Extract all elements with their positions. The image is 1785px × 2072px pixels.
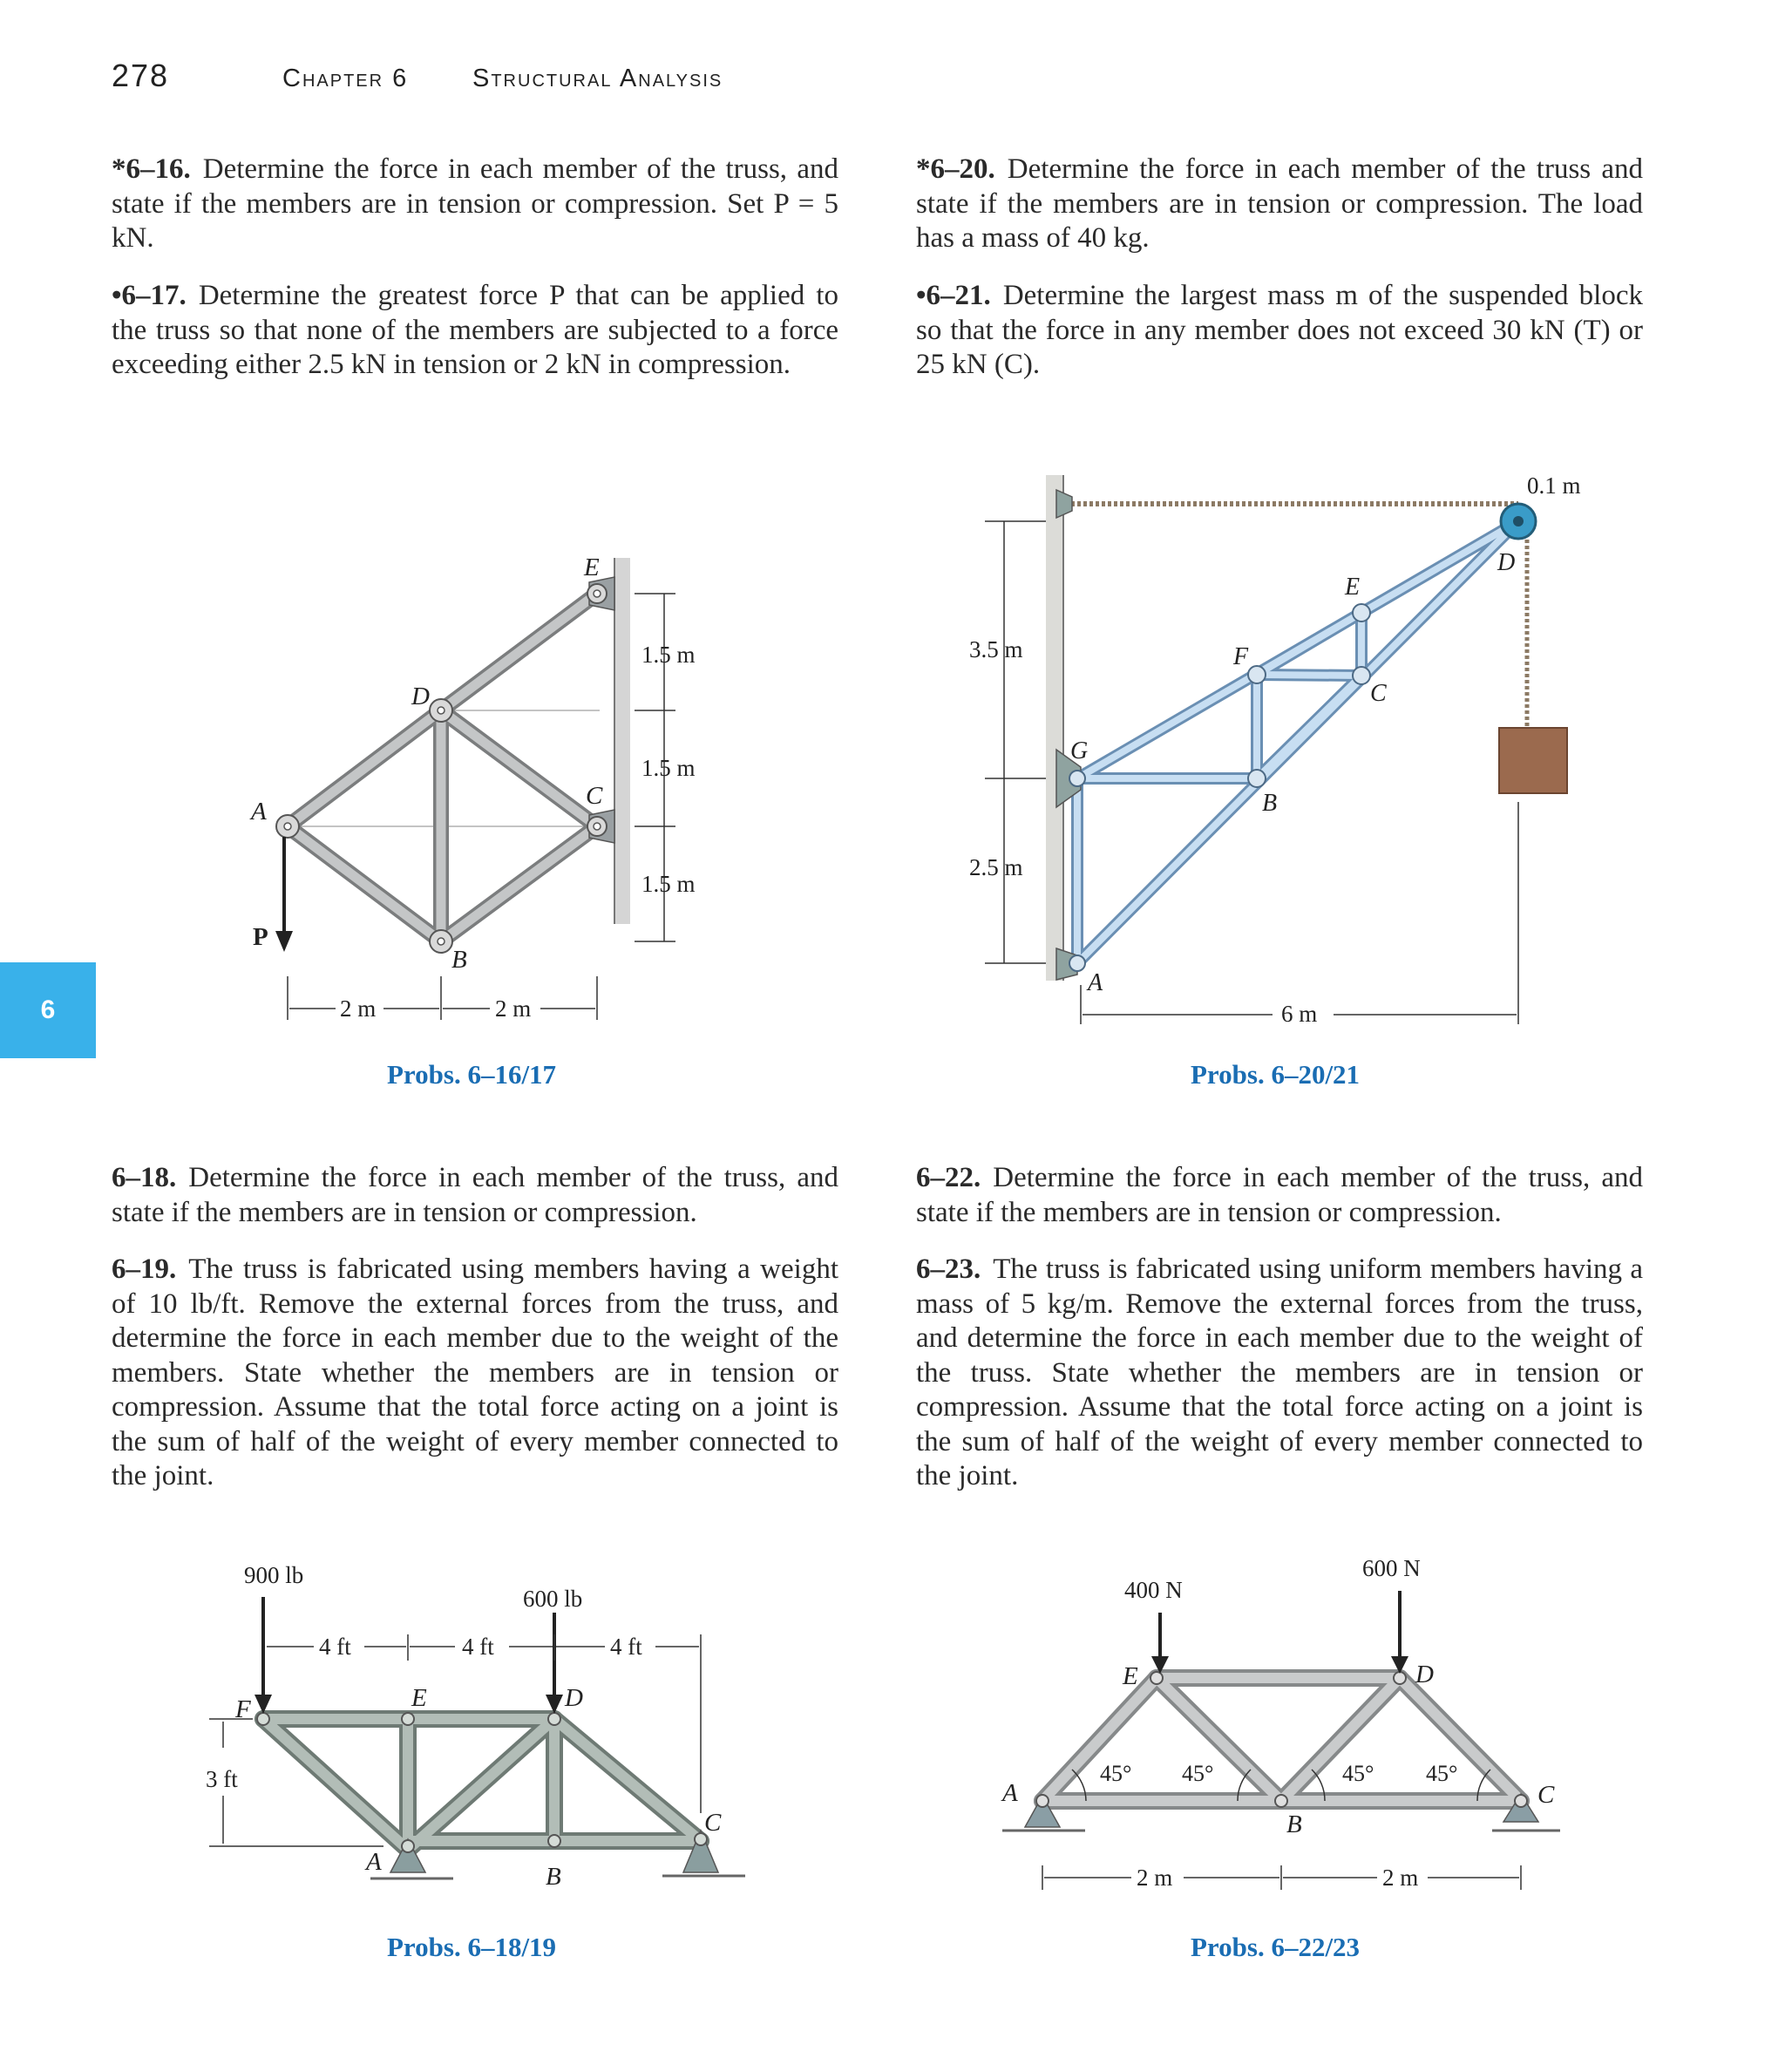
- joint-D: [1394, 1672, 1406, 1684]
- label-A: A: [1088, 969, 1103, 996]
- load-900: 900 lb: [244, 1562, 304, 1588]
- subject-label: Structural Analysis: [472, 65, 723, 92]
- label-E: E: [411, 1684, 427, 1712]
- label-E: E: [584, 554, 600, 581]
- problem-number: *6–20.: [916, 153, 995, 185]
- figure-caption: Probs. 6–22/23: [1191, 1932, 1361, 1962]
- label-A: A: [1002, 1779, 1018, 1807]
- label-B: B: [1286, 1810, 1302, 1838]
- problem-number: 6–23.: [916, 1253, 981, 1285]
- label-A: A: [251, 798, 267, 825]
- label-C: C: [1537, 1781, 1555, 1809]
- dim-h1: 2 m: [340, 995, 377, 1022]
- joint-E: [1150, 1672, 1163, 1684]
- angle-a2: 45°: [1182, 1761, 1214, 1786]
- problem-text: Determine the greatest force P that can be applied to the truss so that none of the members are subjected to a force exceeding either 2.5 kN in tension or 2 kN in compression.: [112, 280, 838, 380]
- label-C: C: [704, 1809, 722, 1837]
- label-C: C: [1370, 680, 1387, 707]
- figure-caption: Probs. 6–18/19: [387, 1932, 557, 1962]
- dim-h1: 4 ft: [319, 1634, 351, 1660]
- problem-number: •6–17.: [112, 280, 187, 311]
- dim-v2: 1.5 m: [641, 755, 696, 781]
- dim-v1: 1.5 m: [641, 642, 696, 668]
- problem-number: 6–22.: [916, 1162, 981, 1193]
- label-F: F: [235, 1695, 251, 1723]
- dim-v1: 3.5 m: [969, 636, 1023, 662]
- label-D: D: [411, 683, 430, 710]
- dim-h2: 2 m: [495, 995, 532, 1022]
- page-number: 278: [112, 58, 170, 93]
- load-600: 600 N: [1362, 1555, 1421, 1581]
- dim-h2: 2 m: [1382, 1865, 1419, 1891]
- angle-a1: 45°: [1100, 1761, 1132, 1786]
- joint-B: [1275, 1795, 1287, 1807]
- dim-v1: 3 ft: [206, 1766, 238, 1792]
- dim-h2: 4 ft: [462, 1634, 494, 1660]
- angle-a4: 45°: [1426, 1761, 1458, 1786]
- problem-text: Determine the force in each member of the truss and state if the members are in tension or compression. The load has a mass of 40 kg.: [916, 153, 1643, 254]
- dim-pulley: 0.1 m: [1527, 472, 1581, 499]
- dim-h3: 4 ft: [610, 1634, 642, 1660]
- problem-text: Determine the force in each member of the truss, and state if the members are in tension or compression.: [916, 1162, 1643, 1228]
- label-B: B: [546, 1863, 561, 1891]
- chapter-label: Chapter 6: [282, 65, 409, 92]
- joint-C: [1515, 1795, 1527, 1807]
- problem-number: 6–18.: [112, 1162, 177, 1193]
- label-E: E: [1123, 1662, 1138, 1690]
- dim-v3: 1.5 m: [641, 871, 696, 897]
- problem-text: The truss is fabricated using uniform members having a mass of 5 kg/m. Remove the external forces from the truss, and determine the force in each member due to the weight of the truss. State whether the members are in tension or compression. Assume that the total force acting on a joint is the sum of half of the weight of every member connected to the joint.: [916, 1253, 1643, 1491]
- problem-text: The truss is fabricated using members having a weight of 10 lb/ft. Remove the external forces from the truss, and determine the force in each member due to the weight of the members. State whether the members are in tension or compression. Assume that the total force acting on a joint is the sum of half of the weight of every member connected to the joint.: [112, 1253, 838, 1491]
- load-400: 400 N: [1124, 1577, 1183, 1603]
- dim-h1: 2 m: [1137, 1865, 1173, 1891]
- label-C: C: [586, 782, 603, 810]
- load-600: 600 lb: [523, 1586, 583, 1612]
- label-B: B: [451, 946, 467, 974]
- problem-number: •6–21.: [916, 280, 991, 311]
- label-D: D: [565, 1684, 583, 1712]
- problem-number: 6–19.: [112, 1253, 177, 1285]
- dim-v2: 2.5 m: [969, 854, 1023, 880]
- label-D: D: [1415, 1661, 1434, 1688]
- label-P: P: [253, 923, 268, 951]
- label-F: F: [1233, 643, 1249, 670]
- dim-h1: 6 m: [1281, 1001, 1318, 1027]
- problem-text: Determine the force in each member of the truss, and state if the members are in tension or compression.: [112, 1162, 838, 1228]
- chapter-tab: 6: [0, 962, 96, 1058]
- problem-text: Determine the force in each member of the truss, and state if the members are in tension or compression. Set P = 5 kN.: [112, 153, 838, 254]
- problem-number: *6–16.: [112, 153, 191, 185]
- figure-caption: Probs. 6–16/17: [387, 1059, 557, 1090]
- joint-A: [1036, 1795, 1049, 1807]
- figure-caption: Probs. 6–20/21: [1191, 1059, 1361, 1090]
- angle-a3: 45°: [1342, 1761, 1374, 1786]
- label-E: E: [1345, 574, 1361, 601]
- label-A: A: [366, 1848, 382, 1876]
- label-B: B: [1262, 790, 1278, 817]
- label-G: G: [1070, 737, 1089, 764]
- problem-text: Determine the largest mass m of the suspended block so that the force in any member does not exceed 30 kN (T) or 25 kN (C).: [916, 280, 1643, 380]
- label-D: D: [1497, 549, 1516, 576]
